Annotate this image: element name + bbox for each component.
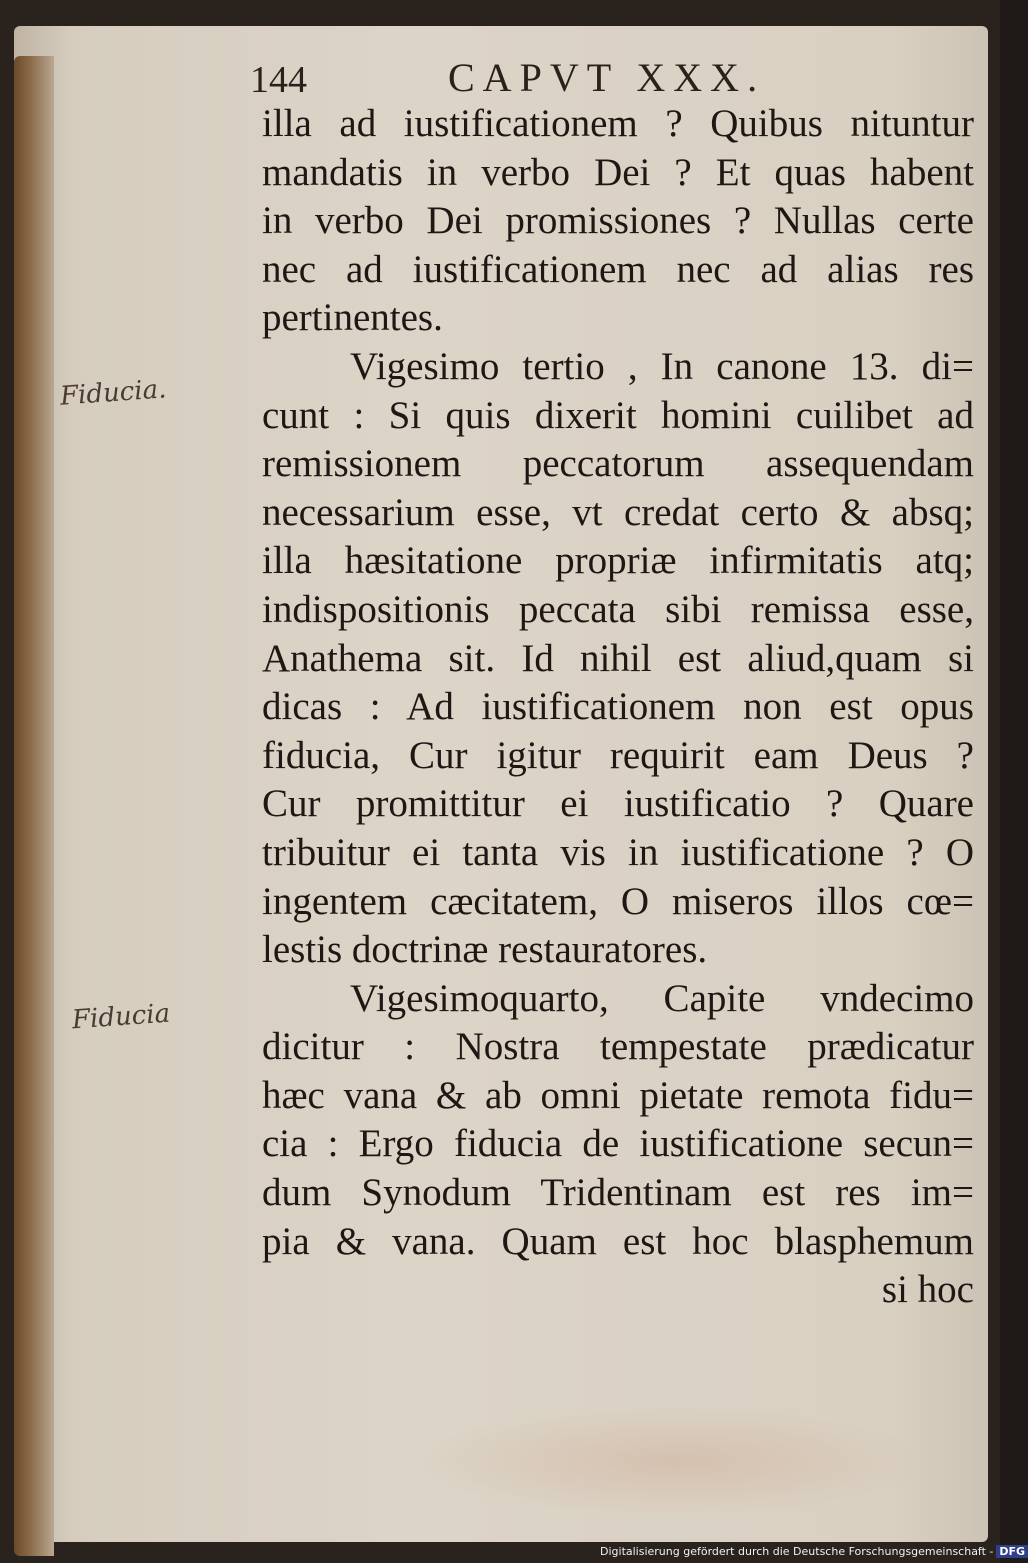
text-line: si hoc <box>881 1268 974 1312</box>
text-line: dicitur : Nostra tempestate prædicatur <box>262 1025 974 1069</box>
text-line: fiducia, Cur igitur requirit eam Deus ? <box>262 733 974 777</box>
text-line: Cur promittitur ei iustificatio ? Quare <box>262 782 974 826</box>
text-line: tribuitur ei tanta vis in iustificatione ? O <box>262 830 974 874</box>
text-line: pertinentes. <box>262 296 443 340</box>
text-line: necessarium esse, vt credat certo & absq; <box>262 490 974 534</box>
text-line: pia & vana. Quam est hoc blasphemum <box>262 1219 974 1263</box>
page-number: 144 <box>250 59 307 101</box>
text-line: dum Synodum Tridentinam est res im= <box>262 1171 974 1215</box>
text-line: hæc vana & ab omni pietate remota fidu= <box>262 1073 974 1117</box>
dfg-logo: DFG <box>996 1545 1028 1558</box>
text-line: lestis doctrinæ restauratores. <box>262 928 708 972</box>
marginal-note-fiducia-2: Fiducia <box>71 998 172 1036</box>
text-line: in verbo Dei promissiones ? Nullas certe <box>262 199 974 243</box>
credit-text: Digitalisierung gefördert durch die Deutsche Forschungsgemeinschaft - <box>600 1545 994 1558</box>
text-line: cunt : Si quis dixerit homini cuilibet ad <box>262 393 974 437</box>
text-line: remissionem peccatorum assequendam <box>262 442 974 486</box>
marginal-note-fiducia-1: Fiducia. <box>59 374 168 412</box>
book-binding-edge <box>14 56 54 1556</box>
paper-stain <box>414 1406 934 1516</box>
text-line: mandatis in verbo Dei ? Et quas habent <box>262 150 974 194</box>
text-line: Vigesimoquarto, Capite vndecimo <box>350 976 974 1020</box>
text-line: Vigesimo tertio , In canone 13. di= <box>350 344 974 388</box>
body-text <box>262 100 974 1315</box>
digitization-credit <box>600 1545 1028 1558</box>
text-line: illa ad iustificationem ? Quibus nituntur <box>262 102 974 145</box>
text-line: indispositionis peccata sibi remissa esse, <box>262 587 974 631</box>
text-line: cia : Ergo fiducia de iustificatione secun= <box>262 1122 974 1166</box>
text-line: ingentem cæcitatem, O miseros illos cœ= <box>262 879 974 923</box>
text-line: Anathema sit. Id nihil est aliud,quam si <box>262 636 974 680</box>
page-header <box>250 54 970 104</box>
text-line: illa hæsitatione propriæ infirmitatis atq; <box>262 539 974 583</box>
text-line: dicas : Ad iustificationem non est opus <box>262 685 974 729</box>
running-head: CAPVT XXX. <box>448 55 766 100</box>
text-line: nec ad iustificationem nec ad alias res <box>262 247 974 291</box>
